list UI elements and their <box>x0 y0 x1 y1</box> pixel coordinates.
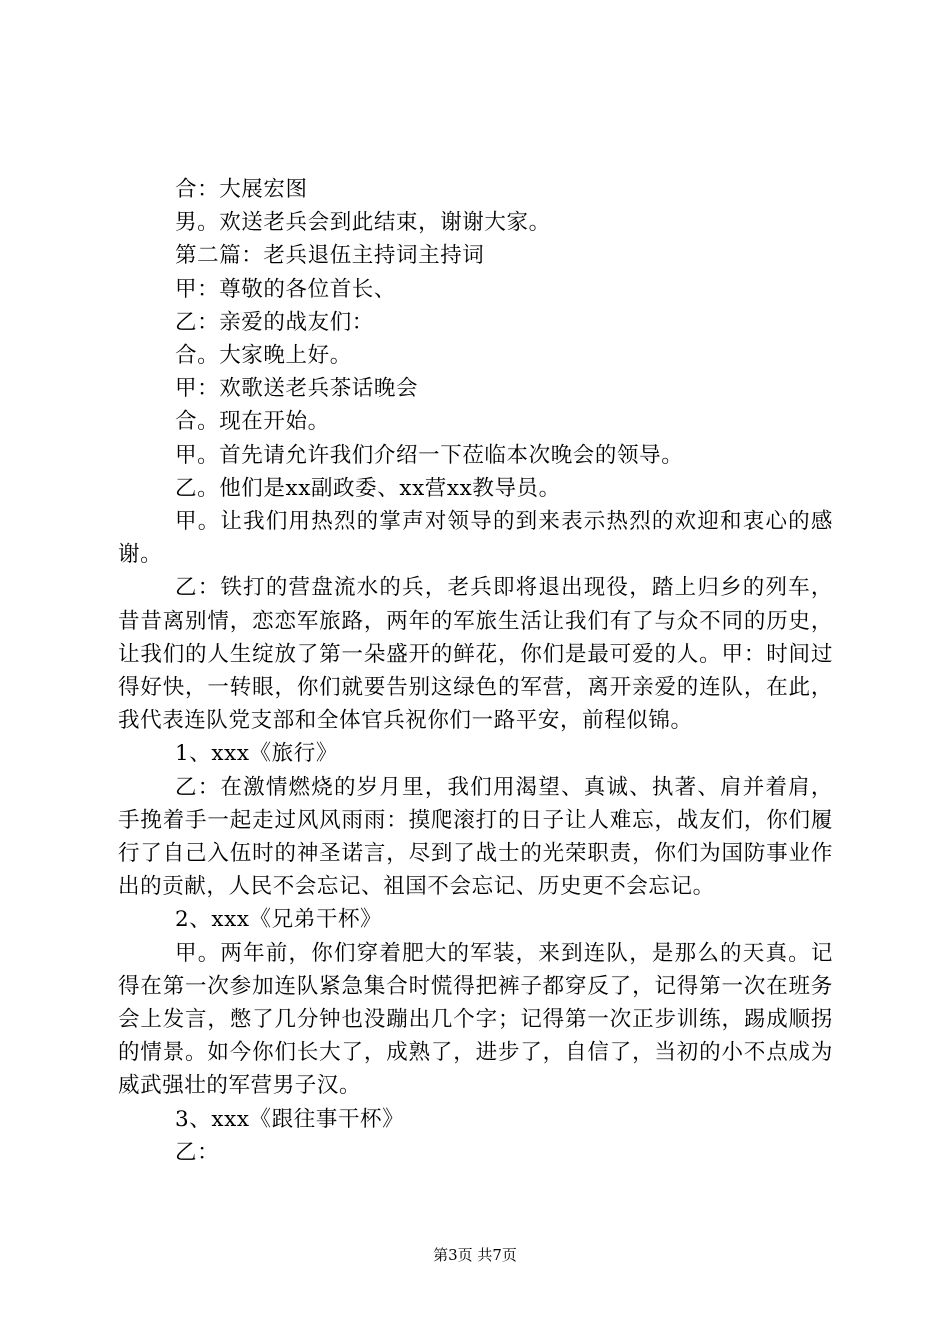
paragraph: 甲。两年前，你们穿着肥大的军装，来到连队，是那么的天真。记得在第一次参加连队紧急集合时慌得把裤子都穿反了，记得第一次在班务会上发言，憋了几分钟也没蹦出几个字；记得第一次正步训练，踢成顺拐的情景。如今你们长大了，成熟了，进步了，自信了，当初的小不点成为威武强壮的军营男子汉。 <box>118 940 833 1099</box>
text-line: 乙： <box>175 1139 220 1165</box>
text-line: 1、xxx《旅行》 <box>175 741 338 767</box>
text-line: 2、xxx《兄弟干杯》 <box>175 907 383 933</box>
text-line: 甲：欢歌送老兵茶话晚会 <box>175 376 419 402</box>
paragraph: 乙：在激情燃烧的岁月里，我们用渴望、真诚、执著、肩并着肩，手挽着手一起走过风风雨雨：摸爬滚打的日子让人难忘，战友们，你们履行了自己入伍时的神圣诺言，尽到了战士的光荣职责，你们为国防事业作出的贡献，人民不会忘记、祖国不会忘记、历史更不会忘记。 <box>118 774 833 900</box>
text-line: 甲：尊敬的各位首长、 <box>175 276 397 302</box>
text-line: 合。现在开始。 <box>175 409 330 435</box>
text-line: 3、xxx《跟往事干杯》 <box>175 1106 405 1132</box>
text-line: 男。欢送老兵会到此结束，谢谢大家。 <box>175 210 551 236</box>
text-line: 乙。他们是xx副政委、xx营xx教导员。 <box>175 475 561 501</box>
text-line: 甲。首先请允许我们介绍一下莅临本次晚会的领导。 <box>175 442 684 468</box>
text-line: 乙：亲爱的战友们： <box>175 309 374 335</box>
text-line: 合。大家晚上好。 <box>175 343 352 369</box>
text-line: 第二篇：老兵退伍主持词主持词 <box>175 243 485 269</box>
paragraph: 甲。让我们用热烈的掌声对领导的到来表示热烈的欢迎和衷心的感谢。 <box>118 509 833 568</box>
page-footer: 第3页 共7页 <box>433 1246 517 1264</box>
paragraph: 乙：铁打的营盘流水的兵，老兵即将退出现役，踏上归乡的列车，昔昔离别情，恋恋军旅路，两年的军旅生活让我们有了与众不同的历史，让我们的人生绽放了第一朵盛开的鲜花，你们是最可爱的人。甲：时间过得好快，一转眼，你们就要告别这绿色的军营，离开亲爱的连队，在此，我代表连队党支部和全体官兵祝你们一路平安，前程似锦。 <box>118 575 833 734</box>
text-line: 合：大展宏图 <box>175 177 308 202</box>
document-body <box>118 173 833 1169</box>
